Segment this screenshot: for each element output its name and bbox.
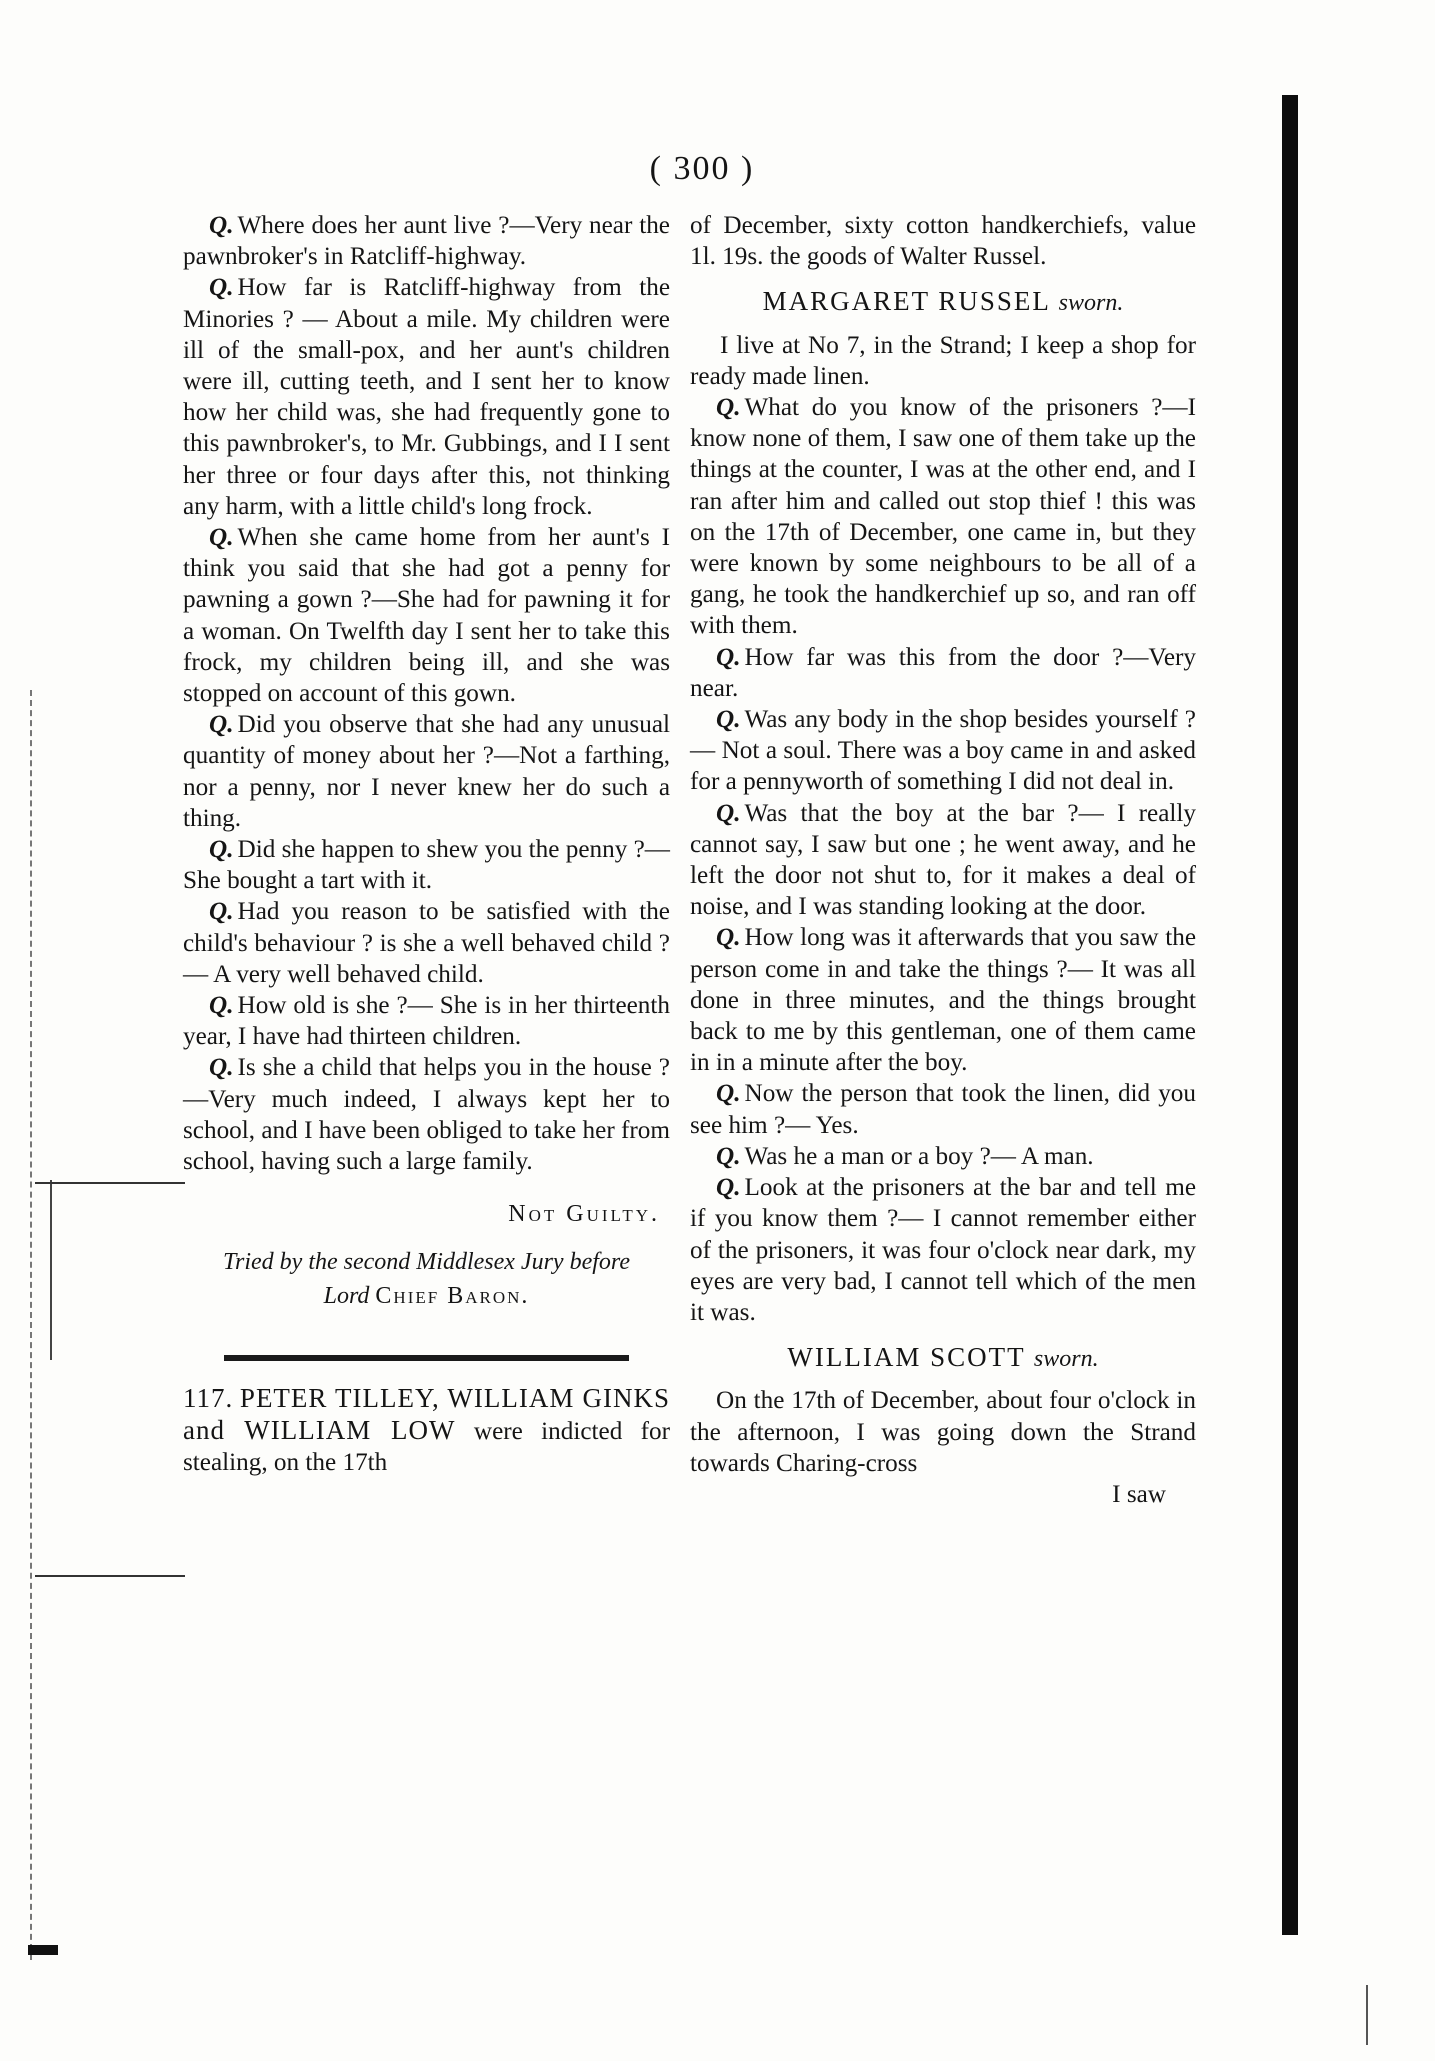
left-edge-mark: [30, 690, 35, 1960]
question-mark-label: Q.: [209, 1054, 234, 1082]
question-mark-label: Q.: [209, 524, 234, 552]
indictment-text: were indicted for stealing, on the 17th: [183, 1417, 670, 1476]
right-column: [690, 210, 1196, 1510]
paragraph-text: How long was it afterwards that you saw the person come in and take the things ?— It was all done in three minutes, and the things brought back to me by this gentleman, one of them came in in a minute after the boy.: [690, 924, 1196, 1077]
sworn-label: sworn.: [1058, 290, 1124, 317]
question-mark-label: Q.: [716, 643, 741, 671]
paragraph-text: Now the person that took the linen, did you see him ?— Yes.: [690, 1080, 1196, 1139]
trial-note-judge: [183, 1279, 670, 1313]
paragraph-text: Did she happen to shew you the penny ?—She bought a tart with it.: [183, 836, 670, 895]
testimony-paragraph: [183, 210, 670, 272]
witness-heading: [690, 286, 1196, 319]
testimony-paragraph: [690, 330, 1196, 392]
case-heading: [183, 1383, 670, 1479]
testimony-paragraph: [690, 1078, 1196, 1140]
edge-mark: [1366, 1985, 1368, 2045]
trial-note: [183, 1245, 670, 1313]
paragraph-text: What do you know of the prisoners ?—I know none of them, I saw one of them take up the things at the counter, I was at the other end, and I ran after him and called out stop thief ! this was on the 17th of December, one came in, but they were known by some neighbours to be all of a gang, he took the handkerchief up so, and ran off with them.: [690, 394, 1196, 640]
verdict: Not Guilty.: [508, 1201, 660, 1228]
paragraph-text: Was that the boy at the bar ?— I really cannot say, I saw but one ; he went away, and he left the door not shut to, for it makes a deal of noise, and I was standing looking at the door.: [690, 799, 1196, 921]
question-mark-label: Q.: [716, 1174, 741, 1202]
testimony-paragraph: [690, 1141, 1196, 1172]
testimony-paragraph: [690, 1172, 1196, 1328]
testimony-paragraph: [183, 709, 670, 834]
case-number: 117.: [183, 1382, 234, 1413]
judge-title: Chief Baron.: [375, 1282, 530, 1309]
section-divider: [224, 1355, 629, 1361]
testimony-paragraph: [690, 922, 1196, 1078]
question-mark-label: Q.: [209, 711, 234, 739]
question-mark-label: Q.: [716, 1080, 741, 1108]
question-mark-label: Q.: [716, 924, 741, 952]
question-mark-label: Q.: [716, 1142, 741, 1170]
margin-line: [35, 1182, 185, 1184]
paragraph-text: Had you reason to be satisfied with the child's behaviour ? is she a well behaved child ?— A very well behaved child.: [183, 898, 670, 988]
testimony-paragraph: [183, 896, 670, 990]
question-mark-label: Q.: [716, 394, 741, 422]
judge-prefix: Lord: [323, 1282, 370, 1309]
question-mark-label: Q.: [716, 799, 741, 827]
left-column: [183, 210, 670, 1478]
continuation-paragraph: of December, sixty cotton handkerchiefs, value 1l. 19s. the goods of Walter Russel.: [690, 212, 1196, 271]
testimony-paragraph: [690, 392, 1196, 642]
testimony-paragraph: [690, 642, 1196, 704]
sworn-label: sworn.: [1033, 1346, 1099, 1373]
trial-note-line: Tried by the second Middlesex Jury before: [223, 1248, 630, 1275]
paragraph-text: Was he a man or a boy ?— A man.: [744, 1142, 1094, 1170]
catchword: I saw: [1112, 1480, 1166, 1508]
testimony-paragraph: [183, 522, 670, 709]
paragraph-text: How far was this from the door ?—Very near.: [690, 643, 1196, 702]
left-edge-mark-2: [50, 1180, 52, 1360]
testimony-paragraph: [690, 704, 1196, 798]
witness-name: MARGARET RUSSEL: [762, 286, 1050, 317]
question-mark-label: Q.: [209, 274, 234, 302]
binding-shadow: [1282, 95, 1298, 1935]
question-mark-label: Q.: [716, 706, 741, 734]
witness-heading: [690, 1342, 1196, 1375]
paragraph-text: Was any body in the shop besides yourself ?— Not a soul. There was a boy came in and asked for a pennyworth of something I did not deal in.: [690, 706, 1196, 796]
paragraph-text: How far is Ratcliff-highway from the Minories ? — About a mile. My children were ill of the small-pox, and her aunt's children were ill, cutting teeth, and I sent her to know how her child was, she had frequently gone to this pawnbroker's, to Mr. Gubbings, and I I sent her three or four days after this, not thinking any harm, with a little child's long frock.: [183, 274, 670, 520]
paragraph-text: I live at No 7, in the Strand; I keep a shop for ready made linen.: [690, 331, 1196, 390]
paragraph-text: When she came home from her aunt's I think you said that she had got a penny for pawning a gown ?—She had for pawning it for a woman. On Twelfth day I sent her to take this frock, my children being ill, and she was stopped on account of this gown.: [183, 524, 670, 708]
paragraph-text: How old is she ?— She is in her thirteenth year, I have had thirteen children.: [183, 992, 670, 1051]
corner-mark: [28, 1945, 58, 1955]
question-mark-label: Q.: [209, 898, 234, 926]
testimony-paragraph: [690, 798, 1196, 923]
paragraph-text: Look at the prisoners at the bar and tell me if you know them ?— I cannot remember either of the prisoners, it was four o'clock near dark, my eyes are very bad, I cannot tell which of the men it was.: [690, 1174, 1196, 1326]
question-mark-label: Q.: [209, 992, 234, 1020]
testimony-paragraph: On the 17th of December, about four o'clock in the afternoon, I was going down the Strand towards Charing-cross: [690, 1387, 1196, 1477]
testimony-paragraph: [183, 272, 670, 522]
margin-line: [35, 1575, 185, 1577]
paragraph-text: Where does her aunt live ?—Very near the pawnbroker's in Ratcliff-highway.: [183, 212, 670, 271]
defendant-names: PETER TILLEY, WILLIAM GINKS and WILLIAM LOW: [183, 1382, 671, 1445]
witness-name: WILLIAM SCOTT: [787, 1342, 1026, 1373]
page-number: ( 300 ): [649, 150, 755, 187]
testimony-paragraph: [183, 990, 670, 1052]
testimony-paragraph: [183, 1052, 670, 1177]
paragraph-text: Did you observe that she had any unusual quantity of money about her ?—Not a farthing, nor a penny, nor I never knew her do such a thing.: [183, 711, 670, 832]
question-mark-label: Q.: [209, 212, 234, 239]
paragraph-text: Is she a child that helps you in the house ?—Very much indeed, I always kept her to school, and I have been obliged to take her from school, having such a large family.: [183, 1054, 670, 1176]
testimony-paragraph: [183, 834, 670, 896]
question-mark-label: Q.: [209, 836, 234, 864]
